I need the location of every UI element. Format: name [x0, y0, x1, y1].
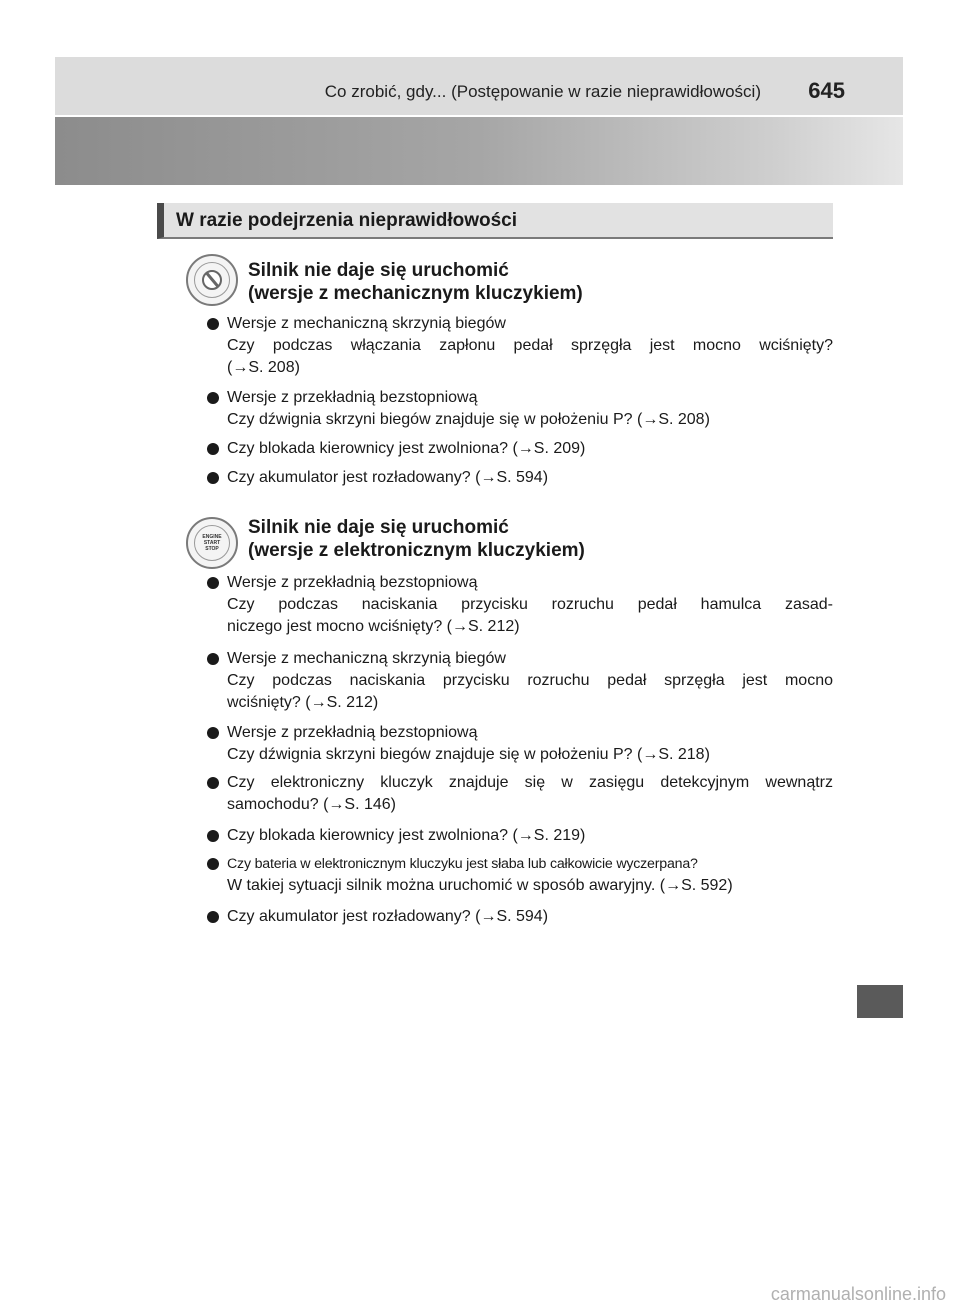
list-item: Wersje z mechaniczną skrzynią biegów Czy podczas naciskania przycisku rozruchu pedał sprzęgła jest mocno wciśnięty? (→S. 212) [207, 648, 833, 714]
bullet-icon [207, 653, 219, 665]
list-item: Wersje z mechaniczną skrzynią biegów Czy podczas włączania zapłonu pedał sprzęgła jest mocno wciśnięty? (→S. 208) [207, 313, 833, 379]
bullet-icon [207, 472, 219, 484]
list-item: Wersje z przekładnią bezstopniową Czy podczas naciskania przycisku rozruchu pedał hamulca zasad- niczego jest mocno wciśnięty? (→S. 212) [207, 572, 833, 638]
header-title: Co zrobić, gdy... (Postępowanie w razie nieprawidłowości) [324, 82, 761, 101]
bullet-icon [207, 830, 219, 842]
bullet-icon [207, 577, 219, 589]
list-item: Czy blokada kierownicy jest zwolniona? (→S. 209) [207, 438, 833, 460]
chapter-banner [55, 117, 903, 185]
list-item: Czy elektroniczny kluczyk znajduje się w zasięgu detekcyjnym wewnątrz samochodu? (→S. 146) [207, 772, 833, 816]
ignition-key-icon [186, 254, 238, 306]
block-heading: Silnik nie daje się uruchomić (wersje z elektronicznym kluczykiem) [248, 517, 585, 561]
bullet-icon [207, 858, 219, 870]
bullet-icon [207, 443, 219, 455]
block-heading: Silnik nie daje się uruchomić (wersje z mechanicznym kluczykiem) [248, 260, 583, 304]
bullet-icon [207, 318, 219, 330]
engine-start-stop-button-icon: ENGINE START STOP [186, 517, 238, 569]
section-heading [157, 203, 833, 239]
list-item: Wersje z przekładnią bezstopniową Czy dźwignia skrzyni biegów znajduje się w położeniu P? (→S. 208) [207, 387, 833, 431]
list-item: Czy blokada kierownicy jest zwolniona? (→S. 219) [207, 825, 833, 847]
bullet-icon [207, 911, 219, 923]
page-header [55, 57, 903, 115]
bullet-icon [207, 777, 219, 789]
list-item: Czy bateria w elektronicznym kluczyku jest słaba lub całkowicie wyczerpana? W takiej sytuacji silnik można uruchomić w sposób awaryjny. (→S. 592) [207, 853, 833, 897]
watermark: carmanualsonline.info [770, 1284, 946, 1304]
section-title: W razie podejrzenia nieprawidłowości [176, 210, 518, 231]
list-item: Czy akumulator jest rozładowany? (→S. 594) [207, 906, 833, 928]
page-number: 645 [808, 78, 845, 103]
list-item: Wersje z przekładnią bezstopniową Czy dźwignia skrzyni biegów znajduje się w położeniu P? (→S. 218) [207, 722, 833, 766]
list-item: Czy akumulator jest rozładowany? (→S. 594) [207, 467, 833, 489]
bullet-icon [207, 392, 219, 404]
chapter-tab [857, 985, 903, 1018]
bullet-icon [207, 727, 219, 739]
